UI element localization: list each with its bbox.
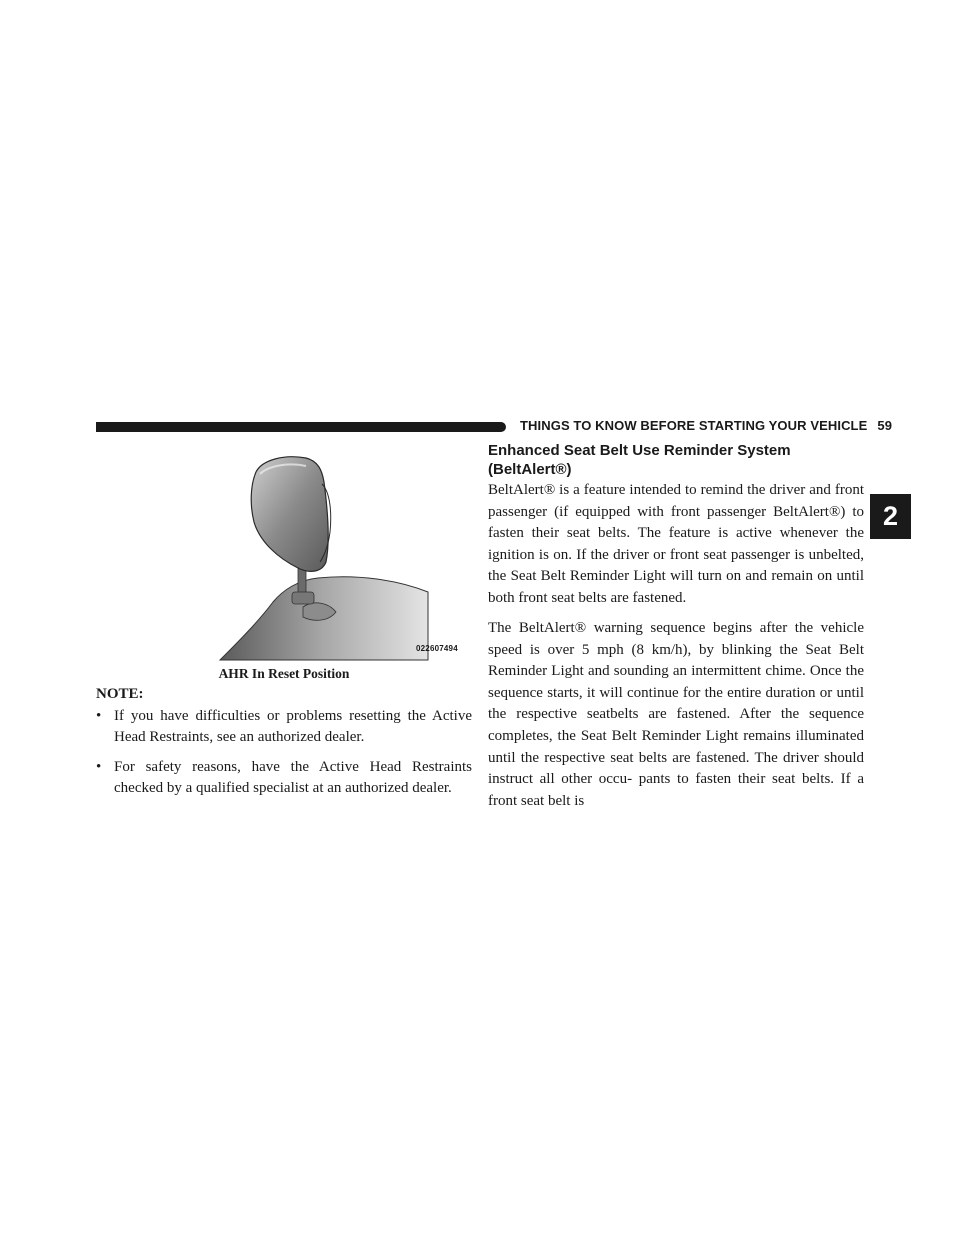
- header-section-title: THINGS TO KNOW BEFORE STARTING YOUR VEHICLE: [520, 418, 868, 433]
- note-bullet-item: [96, 706, 472, 748]
- bullet-icon: •: [96, 708, 102, 724]
- page-number: 59: [877, 418, 893, 433]
- note-bullet-text: For safety reasons, have the Active Head Restraints checked by a qualified specialist at an authorized dealer.: [114, 759, 472, 796]
- note-bullet-text: If you have difficulties or problems resetting the Active Head Restraints, see an authorized dealer.: [114, 708, 472, 745]
- bullet-icon: •: [96, 759, 102, 775]
- figure-caption: AHR In Reset Position: [218, 666, 350, 681]
- running-header: [520, 418, 893, 433]
- chapter-tab: 2: [870, 494, 911, 539]
- section-heading: Enhanced Seat Belt Use Reminder System (BeltAlert®): [488, 442, 791, 478]
- head-restraint-illustration: [218, 452, 470, 662]
- note-bullet-list: [96, 706, 472, 808]
- head-restraint-icon: [218, 452, 470, 662]
- note-bullet-item: [96, 757, 472, 799]
- note-label: NOTE:: [96, 686, 144, 702]
- header-bar: [96, 422, 506, 432]
- figure-code: 022607494: [416, 644, 458, 653]
- body-paragraph: The BeltAlert® warning sequence begins after the vehicle speed is over 5 mph (8 km/h), by blinking the Seat Belt Reminder Light and sounding an intermittent chime. Once the sequence starts, it will continue for the entire duration or until the respective seatbelts are fastened. After the sequence completes, the Seat Belt Reminder Light remains illuminated until the respective seat belts are fastened. The driver should instruct all other occu- pants to fasten their seat belts. If a front seat belt is: [488, 620, 864, 809]
- body-paragraph: BeltAlert® is a feature intended to remind the driver and front passenger (if equipped with front passenger BeltAlert®) to fasten their seat belts. The feature is active whenever the ignition is on. If the driver or front seat passenger is unbelted, the Seat Belt Reminder Light will turn on and remain on until both front seat belts are fastened.: [488, 482, 864, 606]
